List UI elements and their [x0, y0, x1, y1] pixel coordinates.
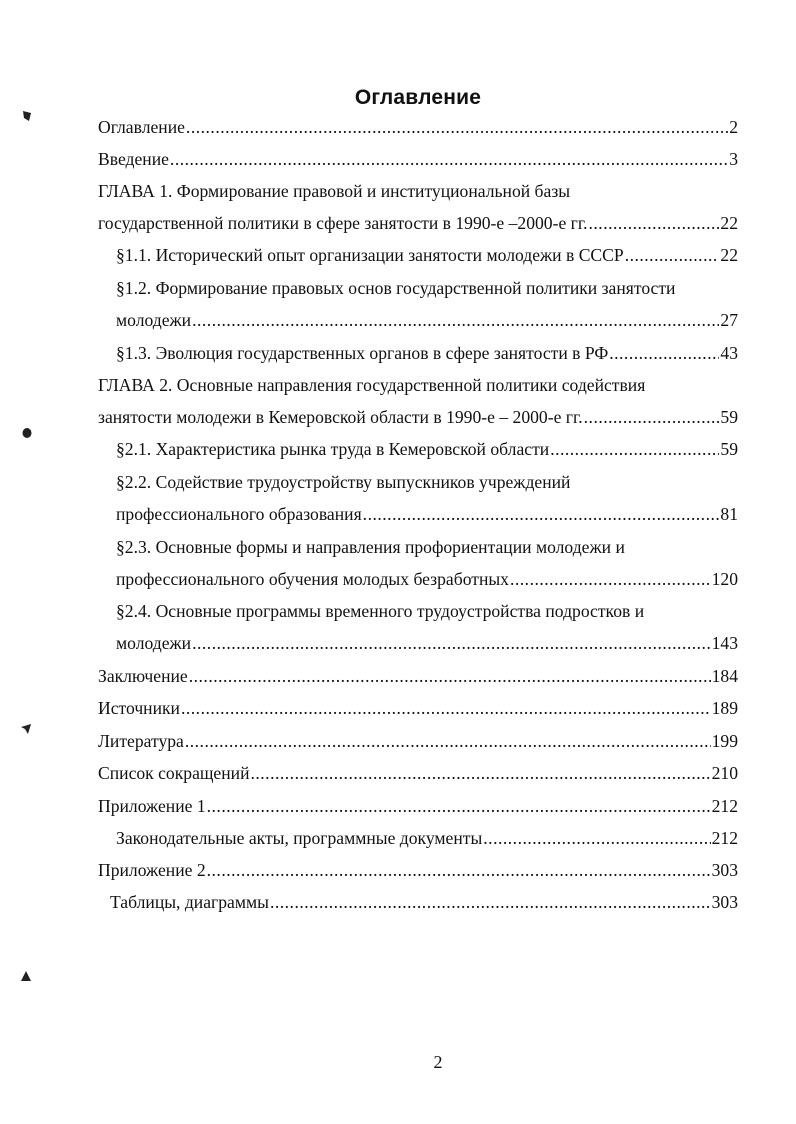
toc-leader-dots [170, 148, 728, 170]
toc-entry-section-1-2[interactable] [116, 309, 738, 331]
toc-entry-label: государственной политики в сфере занятости в 1990-е –2000-е гг. [98, 213, 588, 233]
toc-entry-label: §1.3. Эволюция государственных органов в сфере занятости в РФ [116, 343, 609, 363]
toc-leader-dots [584, 406, 720, 428]
toc-entry-appendix-1[interactable] [98, 795, 738, 817]
toc-entry-section-2-2-line1[interactable]: §2.2. Содействие трудоустройству выпускников учреждений [116, 472, 571, 492]
toc-page-number: 210 [711, 763, 738, 783]
toc-entry-introduction[interactable] [98, 148, 738, 170]
toc-entry-label: Приложение 2 [98, 860, 206, 880]
toc-entry-label: Законодательные акты, программные документы [116, 828, 483, 848]
toc-leader-dots [189, 665, 711, 687]
toc-leader-dots [192, 632, 711, 654]
page-title: Оглавление [354, 86, 482, 109]
toc-page-number: 120 [711, 569, 738, 589]
toc-page-number: 189 [711, 698, 738, 718]
toc-page-number: 81 [720, 504, 738, 524]
toc-entry-section-1-2-line1[interactable]: §1.2. Формирование правовых основ государственной политики занятости [116, 278, 676, 298]
toc-leader-dots [207, 795, 711, 817]
toc-leader-dots [363, 503, 720, 525]
toc-entry-appendix-1-sub[interactable] [116, 827, 738, 849]
toc-entry-label: Источники [98, 698, 180, 718]
toc-entry-section-2-3[interactable] [116, 568, 738, 590]
toc-entry-section-2-4[interactable] [116, 632, 738, 654]
toc-leader-dots [510, 568, 711, 590]
toc-page-number: 59 [720, 407, 738, 427]
toc-entry-conclusion[interactable] [98, 665, 738, 687]
toc-entry-label: профессионального обучения молодых безработных [116, 569, 509, 589]
toc-leader-dots [589, 212, 720, 234]
toc-page-number: 212 [711, 796, 738, 816]
toc-entry-label: Литература [98, 731, 184, 751]
toc-page-number: 2 [729, 117, 738, 137]
toc-page-number: 199 [711, 731, 738, 751]
toc-entry-label: профессионального образования [116, 504, 362, 524]
binding-hole-mark-icon [22, 110, 32, 122]
toc-entry-label: занятости молодежи в Кемеровской области в 1990-е – 2000-е гг. [98, 407, 583, 427]
toc-page-number: 27 [720, 310, 738, 330]
toc-leader-dots [181, 697, 711, 719]
toc-page-number: 22 [720, 245, 738, 265]
toc-entry-section-1-1[interactable] [116, 244, 738, 266]
toc-entry-label: молодежи [116, 310, 192, 330]
toc-page-number: 303 [711, 860, 738, 880]
toc-entry-label: Приложение 1 [98, 796, 206, 816]
toc-page-number: 143 [711, 633, 738, 653]
toc-page-number: 43 [720, 343, 738, 363]
toc-entry-label: Заключение [98, 666, 188, 686]
toc-page-number: 59 [720, 439, 738, 459]
toc-entry-abbreviations[interactable] [98, 762, 738, 784]
toc-leader-dots [483, 827, 710, 849]
toc-entry-label: §2.1. Характеристика рынка труда в Кемеровской области [116, 439, 550, 459]
toc-entry-chapter2-line1[interactable]: ГЛАВА 2. Основные направления государственной политики содействия [98, 375, 646, 395]
toc-entry-chapter2[interactable] [98, 406, 738, 428]
toc-leader-dots [250, 762, 710, 784]
toc-entry-appendix-2[interactable] [98, 859, 738, 881]
toc-leader-dots [550, 438, 719, 460]
toc-entry-appendix-2-sub[interactable] [110, 891, 738, 913]
toc-page-number: 3 [729, 149, 738, 169]
toc-leader-dots [185, 730, 711, 752]
toc-entry-label: Таблицы, диаграммы [110, 892, 269, 912]
toc-entry-chapter1[interactable] [98, 212, 738, 234]
toc-entry-section-2-2[interactable] [116, 503, 738, 525]
toc-page-number: 212 [711, 828, 738, 848]
toc-entry-chapter1-line1[interactable]: ГЛАВА 1. Формирование правовой и институциональной базы [98, 181, 571, 201]
page-number: 2 [433, 1052, 443, 1072]
toc-page-number: 22 [720, 213, 738, 233]
binding-hole-mark-icon [20, 723, 30, 735]
toc-page-number: 184 [711, 666, 738, 686]
toc-entry-section-2-1[interactable] [116, 438, 738, 460]
toc-leader-dots [609, 342, 719, 364]
toc-entry-section-1-3[interactable] [116, 342, 738, 364]
toc-leader-dots [270, 891, 711, 913]
toc-leader-dots [625, 244, 720, 266]
toc-page-number: 303 [711, 892, 738, 912]
toc-leader-dots [186, 116, 728, 138]
toc-entry-sources[interactable] [98, 697, 738, 719]
toc-entry-section-2-3-line1[interactable]: §2.3. Основные формы и направления профориентации молодежи и [116, 537, 625, 557]
toc-leader-dots [207, 859, 711, 881]
toc-entry-label: §1.1. Исторический опыт организации занятости молодежи в СССР [116, 245, 624, 265]
toc-entry-label: Введение [98, 149, 169, 169]
toc-entry-contents[interactable] [98, 116, 738, 138]
toc-entry-label: Список сокращений [98, 763, 250, 783]
toc-entry-label: Оглавление [98, 117, 185, 137]
toc-entry-label: молодежи [116, 633, 192, 653]
toc-entry-literature[interactable] [98, 730, 738, 752]
binding-hole-mark-icon [22, 427, 32, 439]
binding-hole-mark-icon [20, 970, 30, 982]
toc-leader-dots [192, 309, 719, 331]
toc-entry-section-2-4-line1[interactable]: §2.4. Основные программы временного трудоустройства подростков и [116, 601, 645, 621]
